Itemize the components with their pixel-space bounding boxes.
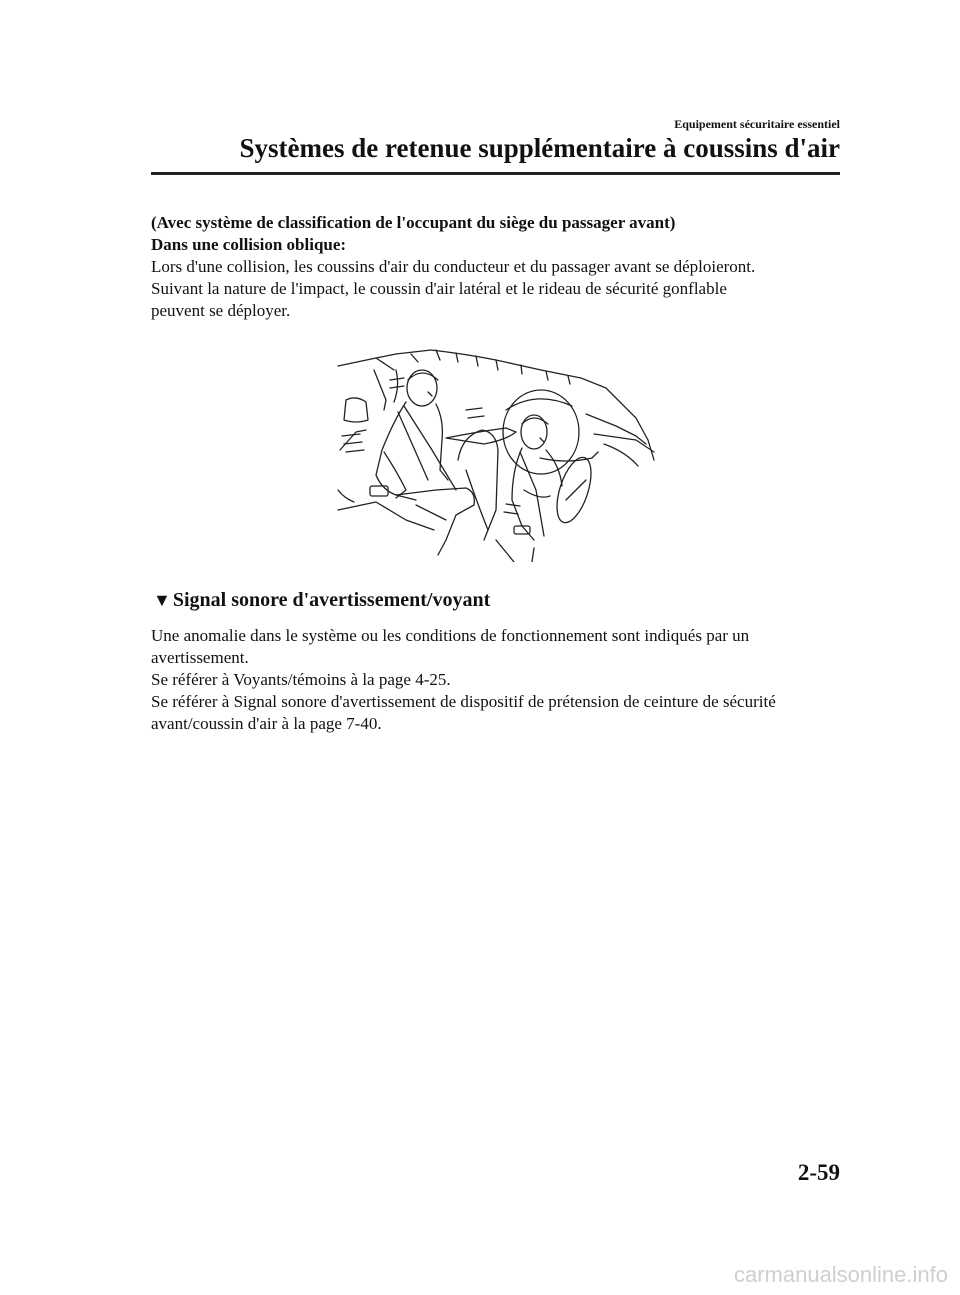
intro-line: Suivant la nature de l'impact, le coussin d'air latéral et le rideau de sécurité gonflable <box>151 279 727 298</box>
triangle-marker-icon: ▼ <box>153 590 171 610</box>
page-number: 2-59 <box>797 1160 840 1185</box>
header-divider <box>151 172 840 175</box>
page-title: Systèmes de retenue supplémentaire à coussins d'air <box>239 133 840 163</box>
section-line: Se référer à Signal sonore d'avertissement de dispositif de prétension de ceinture de sécurité <box>151 692 776 711</box>
intro-line: peuvent se déployer. <box>151 301 291 320</box>
airbag-deployment-illustration <box>336 340 658 562</box>
section-line: Se référer à Voyants/témoins à la page 4-25. <box>151 670 451 689</box>
intro-condition: (Avec système de classification de l'occupant du siège du passager avant) <box>151 213 676 232</box>
header-subtitle: Equipement sécuritaire essentiel <box>674 117 840 131</box>
section-heading-text: Signal sonore d'avertissement/voyant <box>172 589 491 611</box>
watermark: carmanualsonline.info <box>733 1262 948 1287</box>
section-line: avant/coussin d'air à la page 7-40. <box>151 714 382 733</box>
section-line: avertissement. <box>151 648 249 667</box>
section-line: Une anomalie dans le système ou les conditions de fonctionnement sont indiqués par un <box>151 626 750 645</box>
intro-line: Lors d'une collision, les coussins d'air du conducteur et du passager avant se déploieront. <box>151 257 756 276</box>
section-paragraph <box>151 625 841 735</box>
intro-paragraph <box>151 212 841 322</box>
intro-subheading: Dans une collision oblique: <box>151 235 347 254</box>
section-heading <box>153 589 490 612</box>
